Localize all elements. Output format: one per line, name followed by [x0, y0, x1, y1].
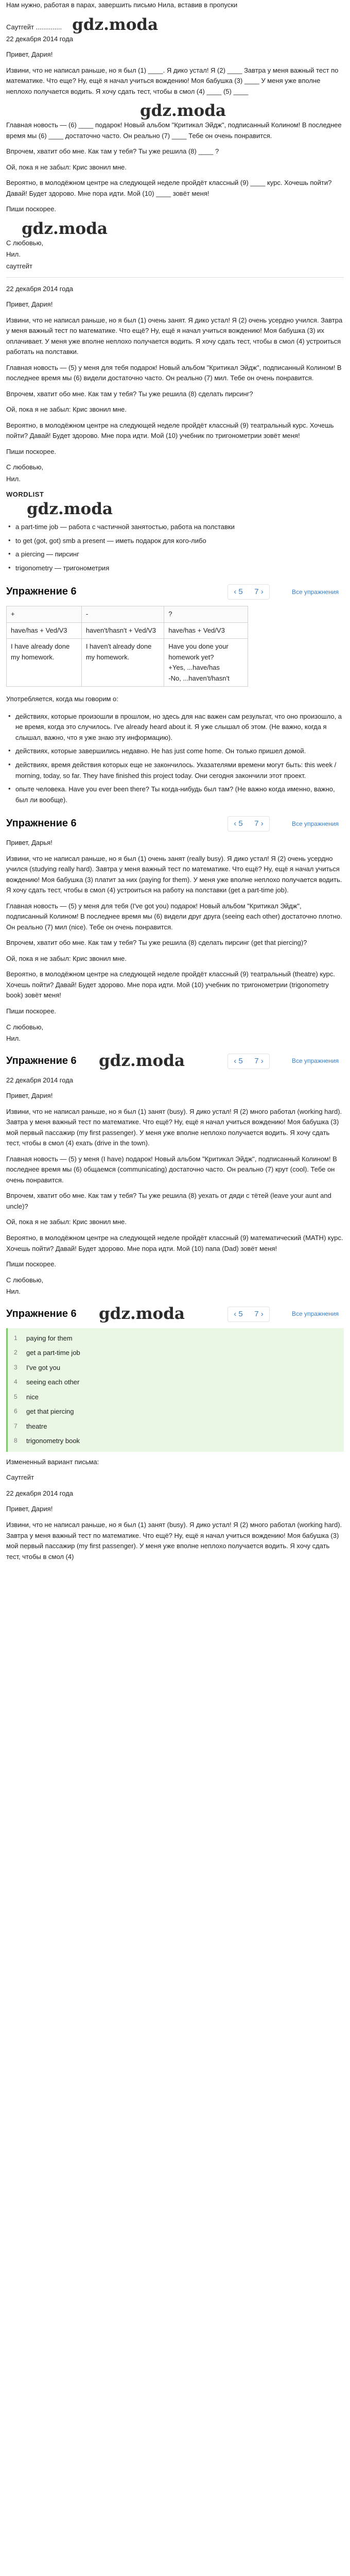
watermark: gdz.moda [99, 1052, 185, 1071]
list-item: • действиях, время действия которых еще не закончилось. Указателями времени могут быть: this week / morning, today, so far. They have finished this project today. Они сегодня закончили этот проект. [6, 758, 344, 783]
table-header: - [81, 606, 164, 623]
usage-lead: Употребляется, когда мы говорим о: [6, 695, 118, 703]
grammar-table [6, 606, 248, 687]
letter-paragraph: Главная новость — (5) у меня для тебя (I've got you) подарок! Новый альбом "Критикал Эйдж", подписанный Колином! В последнее время мы (6) видели друг друга (seeing each other) достаточно плотно. Он реально (7) мил (nice). Тебе он очень понравится. [6, 902, 342, 931]
exercise-header [6, 814, 344, 834]
watermark: gdz.moda [22, 219, 108, 238]
letter-sign: Нил. [6, 474, 21, 483]
answer-text: nice [26, 1393, 39, 1401]
letter-sign: С любовью, [6, 1276, 44, 1284]
answer-text: I've got you [26, 1363, 61, 1371]
exercise-title: Упражнение 6 [6, 586, 77, 598]
wordlist-items [6, 520, 344, 575]
table-cell-line: Have you done your homework yet? [168, 642, 229, 661]
letter-answer [6, 284, 344, 485]
letter-paragraph: Впрочем, хватит обо мне. Как там у тебя? Ты уже решила (8) уехать от дяди с тётей (leave your aunt and uncle)? [6, 1192, 331, 1210]
all-exercises-link[interactable]: Все упражнения [291, 1057, 339, 1065]
letter-date: 22 декабря 2014 года [6, 284, 74, 293]
next-exercise-button[interactable]: 7 › [254, 1309, 264, 1318]
letter-sign: С любовью, [6, 1023, 44, 1031]
letter-paragraph: Вероятно, в молодёжном центре на следующей неделе пройдёт классный (9) театральный курс. Хочешь пойти? Давай! Будет здорово. Мне пора идти. Мой (10) учебник по тригонометрии зовёт меня! [6, 421, 334, 440]
all-exercises-link[interactable]: Все упражнения [291, 1310, 339, 1318]
letter-paragraph: Главная новость — (5) у меня (I have) подарок! Новый альбом "Критикал Эйдж", подписанный Колином! В последнее время мы (6) общаемся (communicating) достаточно часто. Он реально (7) крут (cool). Тебе он очень понравится. [6, 1155, 337, 1184]
answer-text: paying for them [26, 1334, 73, 1342]
prev-exercise-button[interactable]: ‹ 5 [234, 819, 243, 828]
letter-lead: Измененный вариант письма: [6, 1458, 99, 1466]
letter-date: 22 декабря 2014 года [6, 1076, 74, 1084]
letter-paragraph: Извини, что не написал раньше, но я был (1) очень занят (really busy). Я дико устал! Я (2) очень усердно учился (studying really hard). Завтра у меня важный тест по математике. Что ещё? Ну, ещё я начал учиться вождению! Моя бабушка (3) платит за них (paying for them). У меня уже вполне неплохо получается водить. Я хочу сдать тест, чтобы в смол (4) устроиться на работу на полставки (get a part-time job). [6, 854, 342, 894]
answer-row [13, 1346, 339, 1361]
list-item: • действиях, которые завершились недавно. He has just come home. Он только пришел домой. [6, 744, 344, 758]
answer-row [13, 1419, 339, 1434]
table-cell: have/has + Ved/V3 [164, 622, 248, 639]
watermark: gdz.moda [27, 500, 113, 518]
table-header: ? [164, 606, 248, 623]
list-item: • trigonometry — тригонометрия [6, 562, 344, 575]
answer-row [13, 1434, 339, 1449]
prev-exercise-button[interactable]: ‹ 5 [234, 587, 243, 597]
answer-text: trigonometry book [26, 1437, 80, 1445]
next-exercise-button[interactable]: 7 › [254, 819, 264, 828]
letter-task [6, 0, 344, 272]
letter-sign: С любовью, [6, 463, 44, 471]
list-item: • a piercing — пирсинг [6, 548, 344, 562]
all-exercises-link[interactable]: Все упражнения [291, 588, 339, 596]
answer-text: seeing each other [26, 1378, 80, 1386]
letter-paragraph: Пиши поскорее. [6, 1260, 57, 1268]
letter-paragraph: Ой, пока я не забыл: Крис звонил мне. [6, 405, 127, 414]
letter-address: Саутгейт [6, 1473, 34, 1482]
table-cell-line: +Yes, ...have/has [168, 664, 220, 672]
answer-row [13, 1404, 339, 1419]
usage-list [6, 710, 344, 807]
table-cell: have/has + Ved/V3 [7, 622, 82, 639]
answer-number: 1 [14, 1334, 18, 1342]
answer-row [13, 1361, 339, 1376]
divider [6, 277, 344, 278]
exercise-nav [227, 1054, 270, 1069]
letter-paragraph: Извини, что не написал раньше, но я был (1) занят (busy). Я дико устал! Я (2) много работал (working hard). Завтра у меня важный тест по математике. Что ещё? Ну, ещё я начал учиться вождению! Моя бабушка (3) мой первый пассажир (my first passenger). У меня уже вполне неплохо получается водить. Я хочу сдать тест, чтобы в смол (4) ехать (drive in the town). [6, 1107, 342, 1147]
exercise-nav [227, 816, 270, 832]
letter-footer: саутгейт [6, 262, 32, 270]
answer-number: 5 [14, 1393, 18, 1400]
answer-row [13, 1375, 339, 1390]
answer-number: 6 [14, 1408, 18, 1415]
answer-row [13, 1390, 339, 1405]
letter-paragraph: Вероятно, в молодёжном центре на следующей неделе пройдёт классный (9) ____ курс. Хочешь пойти? Давай! Будет здорово. Мне пора идти. Мой (10) ____ зовёт меня! [6, 179, 332, 197]
exercise-title: Упражнение 6 [6, 818, 77, 829]
letter-sign: С любовью, [6, 239, 44, 247]
letter-sign: Нил. [6, 1287, 21, 1296]
exercise-header [6, 1052, 344, 1071]
wordlist [6, 489, 344, 575]
letter-paragraph: Ой, пока я не забыл: Крис звонил мне. [6, 954, 127, 962]
letter-paragraph: Главная новость — (5) у меня для тебя подарок! Новый альбом "Критикал Эйдж", подписанный Колином! В последнее время мы (6) видели достаточно часто. Он реально (7) мил. Тебе он очень понравится. [6, 363, 342, 382]
letter-greeting: Привет, Дария! [6, 1092, 53, 1100]
letter-paragraph: Ой, пока я не забыл: Крис звонил мне. [6, 163, 127, 171]
answer-row [13, 1331, 339, 1346]
letter-paragraph: Извини, что не написал раньше, но я был (1) занят (busy). Я дико устал! Я (2) много работал (working hard). Завтра у меня важный тест по математике. Что ещё? Ну, ещё я начал учиться вождению! Моя бабушка (3) мой первый пассажир (my first passenger). У меня уже вполне неплохо получается водить. Я хочу сдать тест, чтобы в смол (4) [6, 1521, 342, 1561]
exercise-header [6, 582, 344, 602]
letter-date: 22 декабря 2014 года [6, 1489, 74, 1497]
letter-greeting: Привет, Дария! [6, 50, 53, 59]
table-cell [164, 639, 248, 687]
watermark: gdz.moda [99, 1304, 185, 1324]
exercise-header [6, 1304, 344, 1324]
answer-number: 7 [14, 1422, 18, 1430]
list-item: • a part-time job — работа с частичной занятостью, работа на полставки [6, 520, 344, 534]
list-item: • опыте человека. Have you ever been there? Ты когда-нибудь был там? (Не важно когда именно, важно, был ли вообще). [6, 783, 344, 807]
letter-paragraph: Пиши поскорее. [6, 1007, 57, 1015]
letter-paragraph: Ой, пока я не забыл: Крис звонил мне. [6, 1218, 127, 1226]
letter-paragraph: Вероятно, в молодёжном центре на следующей неделе пройдёт классный (9) математический (MATH) курс. Хочешь пойти? Давай! Будет здорово. Мне пора идти. Мой (10) папа (Dad) зовёт меня! [6, 1233, 343, 1252]
letter-paragraph: Пиши поскорее. [6, 447, 57, 455]
all-exercises-link[interactable]: Все упражнения [291, 820, 339, 827]
watermark: gdz.moda [72, 15, 159, 34]
letter-sign: Нил. [6, 250, 21, 259]
table-cell: I haven't already done my homework. [81, 639, 164, 687]
table-cell: I have already done my homework. [7, 639, 82, 687]
answer-number: 4 [14, 1378, 18, 1386]
letter-date: 22 декабря 2014 года [6, 35, 74, 43]
letter-greeting: Привет, Дария! [6, 300, 53, 309]
letter-paragraph: Извини, что не написал раньше, но я был (1) ____. Я дико устал! Я (2) ____ Завтра у меня важный тест по математике. Что еще? Ну, ещё я начал учиться вождению! Моя бабушка (3) ____ У меня уже вполне неплохо получается водить. Я хочу сдать тест, чтобы в смол (4) ____ (5) ____ [6, 66, 339, 95]
answer-text: get that piercing [26, 1408, 74, 1416]
letter-paragraph: Впрочем, хватит обо мне. Как там у тебя? Ты уже решила (8) сделать пирсинг? [6, 389, 253, 398]
watermark: gdz.moda [140, 101, 226, 121]
letter-answer [6, 1457, 344, 1562]
letter-greeting: Привет, Дарья! [6, 839, 52, 847]
list-item: • to get (got, got) smb a present — иметь подарок для кого-либо [6, 534, 344, 548]
letter-answer [6, 1075, 344, 1297]
letter-answer [6, 838, 344, 1044]
table-header: + [7, 606, 82, 623]
letter-sign: Нил. [6, 1035, 21, 1043]
answer-text: get a part-time job [26, 1349, 80, 1357]
letter-paragraph: Извини, что не написал раньше, но я был (1) очень занят. Я дико устал! Я (2) очень усердно учился. Завтра у меня важный тест по математике. Что ещё? Ну, ещё я начал учиться вождению! Моя бабушка (3) их оплачивает. У меня уже вполне неплохо получается водить. Я хочу сдать тест, чтобы в смол (4) устроиться работать на полставки. [6, 316, 343, 356]
answers-box [6, 1328, 344, 1452]
exercise-title: Упражнение 6 [6, 1308, 77, 1319]
exercise-title: Упражнение 6 [6, 1055, 77, 1066]
answer-number: 8 [14, 1437, 18, 1445]
next-exercise-button[interactable]: 7 › [254, 1056, 264, 1065]
table-cell-line: -No, ...haven't/hasn't [168, 674, 230, 682]
answer-number: 2 [14, 1349, 18, 1357]
usage-notes [6, 694, 344, 807]
exercise-nav [227, 1307, 270, 1322]
letter-paragraph: Вероятно, в молодёжном центре на следующей неделе пройдёт классный (9) театральный (theatre) курс. Хочешь пойти? Давай! Будет здорово. Мне пора идти. Мой (10) учебник по тригонометрии (trigonometry book) зовёт меня! [6, 970, 335, 999]
answer-number: 3 [14, 1363, 18, 1371]
letter-paragraph: Пиши поскорее. [6, 205, 57, 213]
letter-greeting: Привет, Дария! [6, 1505, 53, 1513]
letter-paragraph: Впрочем, хватит обо мне. Как там у тебя? Ты уже решила (8) сделать пирсинг (get that piercing)? [6, 939, 307, 947]
wordlist-title: WORDLIST [6, 490, 44, 499]
task-intro: Нам нужно, работая в парах, завершить письмо Нила, вставив в пропуски [6, 1, 238, 9]
letter-paragraph: Главная новость — (6) ____ подарок! Новый альбом "Критикал Эйдж", подписанный Колином! В последнее время мы (6) ____ достаточно часто. Он реально (7) ____ Тебе он очень понравится. [6, 121, 342, 140]
prev-exercise-button[interactable]: ‹ 5 [234, 1056, 243, 1065]
answer-text: theatre [26, 1422, 47, 1430]
letter-paragraph: Впрочем, хватит обо мне. Как там у тебя? Ты уже решила (8) ____ ? [6, 147, 219, 156]
table-cell: haven't/hasn't + Ved/V3 [81, 622, 164, 639]
prev-exercise-button[interactable]: ‹ 5 [234, 1309, 243, 1318]
next-exercise-button[interactable]: 7 › [254, 587, 264, 597]
list-item: • действиях, которые произошли в прошлом, но здесь для нас важен сам результат, что оно произошло, а не время, когда это случилось. I've already heard about it. Я уже слышал об этом. (Не важно, когда я слышал, важно, что я уже знаю эту информацию). [6, 710, 344, 745]
letter-address: Саутгейт .............. [6, 23, 62, 31]
exercise-nav [227, 584, 270, 600]
